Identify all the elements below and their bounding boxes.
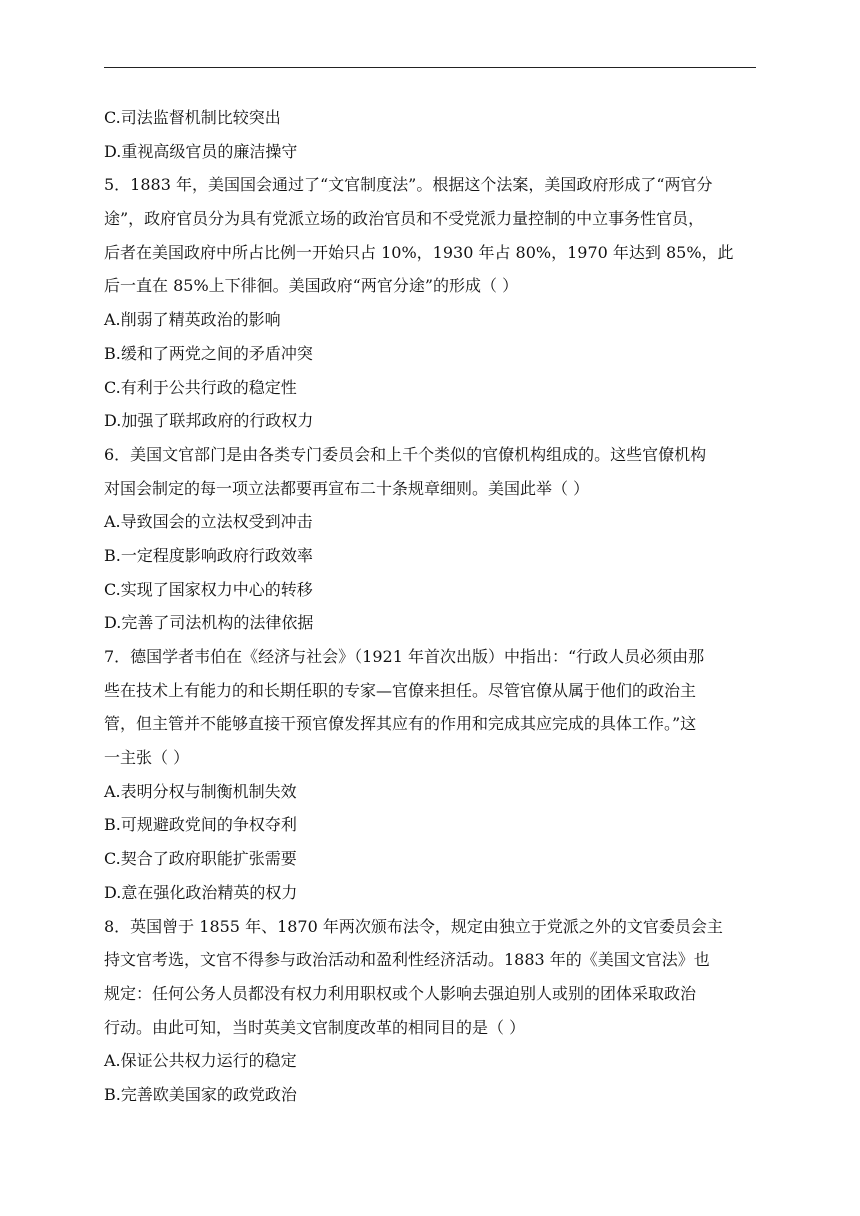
- text-line: B.一定程度影响政府行政效率: [104, 545, 313, 565]
- text-line: 一主张（ ）: [104, 748, 190, 768]
- text-line: 行动。由此可知，当时英美文官制度改革的相同目的是（ ）: [104, 1017, 526, 1037]
- text-line: 规定：任何公务人员都没有权力利用职权或个人影响去强迫别人或别的团体采取政治: [104, 983, 697, 1003]
- text-line: D.完善了司法机构的法律依据: [104, 613, 314, 633]
- text-line: D.意在强化政治精英的权力: [104, 882, 298, 902]
- question-text: [104, 910, 756, 1045]
- answer-option: [104, 876, 756, 910]
- answer-option: [104, 775, 756, 809]
- text-line: 8．英国曾于 1855 年、1870 年两次颁布法令，规定由独立于党派之外的文官委员会主: [104, 916, 723, 936]
- text-line: B.缓和了两党之间的矛盾冲突: [104, 343, 313, 363]
- text-line: 对国会制定的每一项立法都要再宣布二十条规章细则。美国此举（ ）: [104, 478, 590, 498]
- text-line: C.司法监督机制比较突出: [104, 108, 281, 127]
- answer-option: [104, 135, 756, 169]
- answer-option: [104, 808, 756, 842]
- text-line: D.加强了联邦政府的行政权力: [104, 411, 314, 431]
- question-text: [104, 640, 756, 775]
- answer-option: [104, 371, 756, 405]
- answer-option: [104, 505, 756, 539]
- answer-option: [104, 1078, 756, 1112]
- text-line: 些在技术上有能力的和长期任职的专家—官僚来担任。尽管官僚从属于他们的政治主: [104, 680, 697, 700]
- answer-option: [104, 842, 756, 876]
- text-line: 5．1883 年，美国国会通过了“文官制度法”。根据这个法案，美国政府形成了“两官分: [104, 175, 713, 195]
- answer-option: [104, 539, 756, 573]
- question-text: [104, 438, 756, 505]
- text-line: B.完善欧美国家的政党政治: [104, 1084, 297, 1104]
- text-line: 持文官考选，文官不得参与政治活动和盈利性经济活动。1883 年的《美国文官法》也: [104, 950, 710, 970]
- question-text: [104, 168, 756, 303]
- text-line: A.表明分权与制衡机制失效: [104, 781, 297, 801]
- text-line: 后者在美国政府中所占比例一开始只占 10%，1930 年占 80%，1970 年达到 85%，此: [104, 242, 734, 262]
- text-line: C.契合了政府职能扩张需要: [104, 849, 297, 869]
- text-line: C.实现了国家权力中心的转移: [104, 579, 313, 599]
- answer-option: [104, 573, 756, 607]
- answer-option: [104, 101, 756, 135]
- text-line: 后一直在 85%上下徘徊。美国政府“两官分途”的形成（ ）: [104, 276, 519, 296]
- text-line: D.重视高级官员的廉洁操守: [104, 141, 298, 161]
- text-line: A.削弱了精英政治的影响: [104, 310, 281, 330]
- answer-option: [104, 303, 756, 337]
- answer-option: [104, 606, 756, 640]
- text-line: C.有利于公共行政的稳定性: [104, 377, 297, 397]
- text-line: A.导致国会的立法权受到冲击: [104, 512, 313, 532]
- text-line: 7．德国学者韦伯在《经济与社会》（1921 年首次出版）中指出：“行政人员必须由那: [104, 647, 705, 666]
- text-line: 6．美国文官部门是由各类专门委员会和上千个类似的官僚机构组成的。这些官僚机构: [104, 444, 707, 464]
- text-line: 途”，政府官员分为具有党派立场的政治官员和不受党派力量控制的中立事务性官员，: [104, 209, 705, 229]
- text-line: A.保证公共权力运行的稳定: [104, 1051, 297, 1071]
- answer-option: [104, 1044, 756, 1078]
- answer-option: [104, 404, 756, 438]
- document-content: [104, 101, 756, 1112]
- text-line: B.可规避政党间的争权夺利: [104, 815, 297, 835]
- answer-option: [104, 337, 756, 371]
- text-line: 管，但主管并不能够直接干预官僚发挥其应有的作用和完成其应完成的具体工作。”这: [104, 714, 697, 734]
- header-rule: [104, 67, 756, 68]
